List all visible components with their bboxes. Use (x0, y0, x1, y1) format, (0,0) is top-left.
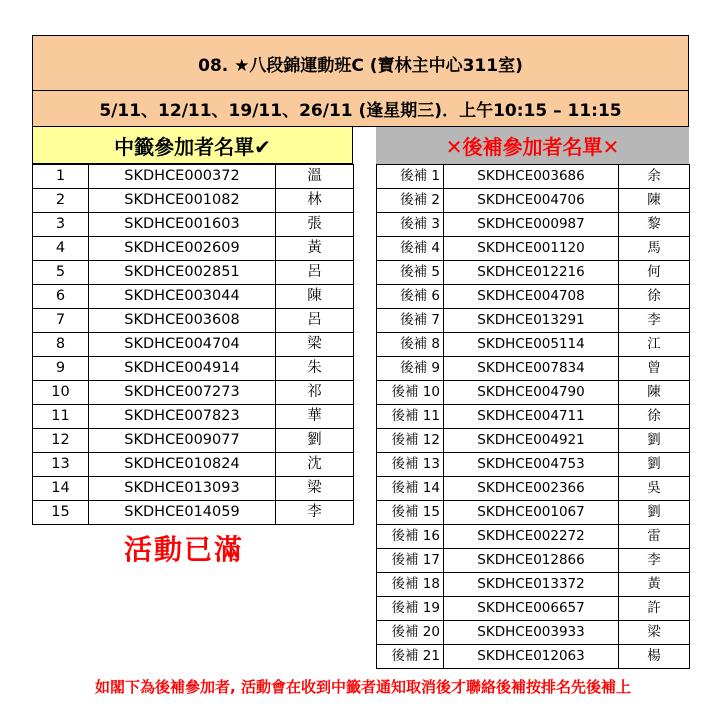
event-full-banner: 活動已滿 (124, 533, 245, 566)
table-row (377, 261, 690, 285)
member-code: SKDHCE007273 (89, 381, 276, 405)
row-number: 5 (33, 261, 89, 285)
member-surname: 雷 (619, 525, 690, 549)
row-number: 6 (33, 285, 89, 309)
member-surname: 徐 (619, 405, 690, 429)
waitlist-rank: 後補 2 (377, 189, 444, 213)
waitlist-rank: 後補 1 (377, 165, 444, 189)
winners-table (32, 164, 354, 525)
member-code: SKDHCE002851 (89, 261, 276, 285)
table-row (33, 213, 354, 237)
member-surname: 劉 (619, 453, 690, 477)
table-row (377, 381, 690, 405)
table-row (377, 477, 690, 501)
waitlist-table (376, 164, 690, 669)
member-surname: 劉 (619, 501, 690, 525)
member-surname: 呂 (276, 261, 354, 285)
member-surname: 梁 (619, 621, 690, 645)
waitlist-rank: 後補 7 (377, 309, 444, 333)
member-surname: 梁 (276, 477, 354, 501)
member-surname: 黃 (276, 237, 354, 261)
member-surname: 張 (276, 213, 354, 237)
member-code: SKDHCE003933 (444, 621, 619, 645)
member-surname: 劉 (619, 429, 690, 453)
member-surname: 余 (619, 165, 690, 189)
member-code: SKDHCE007834 (444, 357, 619, 381)
winners-heading: 中籤參加者名單✔ (32, 127, 353, 164)
member-surname: 楊 (619, 645, 690, 669)
waitlist-rank: 後補 3 (377, 213, 444, 237)
member-code: SKDHCE013291 (444, 309, 619, 333)
member-surname: 朱 (276, 357, 354, 381)
table-row (377, 333, 690, 357)
table-row (377, 285, 690, 309)
member-code: SKDHCE001082 (89, 189, 276, 213)
table-row (377, 573, 690, 597)
member-surname: 陳 (619, 189, 690, 213)
member-surname: 劉 (276, 429, 354, 453)
table-row (377, 501, 690, 525)
table-row (377, 645, 690, 669)
member-code: SKDHCE001067 (444, 501, 619, 525)
member-surname: 陳 (276, 285, 354, 309)
table-row (377, 165, 690, 189)
member-code: SKDHCE002272 (444, 525, 619, 549)
member-code: SKDHCE007823 (89, 405, 276, 429)
member-code: SKDHCE004708 (444, 285, 619, 309)
table-row (33, 357, 354, 381)
row-number: 9 (33, 357, 89, 381)
member-surname: 陳 (619, 381, 690, 405)
member-code: SKDHCE012866 (444, 549, 619, 573)
waitlist-rank: 後補 5 (377, 261, 444, 285)
table-row (33, 309, 354, 333)
table-row (33, 501, 354, 525)
member-surname: 沈 (276, 453, 354, 477)
row-number: 10 (33, 381, 89, 405)
member-code: SKDHCE003608 (89, 309, 276, 333)
waitlist-rank: 後補 20 (377, 621, 444, 645)
row-number: 3 (33, 213, 89, 237)
waitlist-rank: 後補 6 (377, 285, 444, 309)
table-row (33, 261, 354, 285)
member-code: SKDHCE000987 (444, 213, 619, 237)
table-row (377, 525, 690, 549)
class-schedule: 5/11、12/11、19/11、26/11 (逢星期三)．上午10:15 – 11:15 (32, 90, 689, 127)
member-code: SKDHCE009077 (89, 429, 276, 453)
table-row (377, 597, 690, 621)
member-code: SKDHCE005114 (444, 333, 619, 357)
table-row (33, 237, 354, 261)
member-code: SKDHCE004790 (444, 381, 619, 405)
row-number: 1 (33, 165, 89, 189)
table-row (33, 381, 354, 405)
table-row (377, 237, 690, 261)
member-code: SKDHCE001120 (444, 237, 619, 261)
table-row (33, 429, 354, 453)
member-code: SKDHCE010824 (89, 453, 276, 477)
table-row (377, 549, 690, 573)
row-number: 7 (33, 309, 89, 333)
waitlist-rank: 後補 19 (377, 597, 444, 621)
member-code: SKDHCE001603 (89, 213, 276, 237)
member-surname: 馬 (619, 237, 690, 261)
member-code: SKDHCE004704 (89, 333, 276, 357)
member-surname: 曾 (619, 357, 690, 381)
waitlist-rank: 後補 16 (377, 525, 444, 549)
table-row (33, 333, 354, 357)
member-surname: 李 (276, 501, 354, 525)
member-code: SKDHCE012216 (444, 261, 619, 285)
waitlist-heading: ✕後補參加者名單✕ (376, 127, 689, 164)
member-surname: 祁 (276, 381, 354, 405)
member-code: SKDHCE004921 (444, 429, 619, 453)
member-code: SKDHCE012063 (444, 645, 619, 669)
member-surname: 華 (276, 405, 354, 429)
table-row (33, 405, 354, 429)
member-code: SKDHCE004753 (444, 453, 619, 477)
waitlist-rank: 後補 18 (377, 573, 444, 597)
class-title: 08. ★八段錦運動班C (寶林主中心311室) (32, 35, 689, 91)
row-number: 15 (33, 501, 89, 525)
row-number: 12 (33, 429, 89, 453)
member-surname: 徐 (619, 285, 690, 309)
table-row (33, 453, 354, 477)
table-row (33, 165, 354, 189)
row-number: 14 (33, 477, 89, 501)
table-row (377, 189, 690, 213)
waitlist-rank: 後補 10 (377, 381, 444, 405)
member-surname: 呂 (276, 309, 354, 333)
table-row (377, 429, 690, 453)
member-surname: 吳 (619, 477, 690, 501)
member-code: SKDHCE004914 (89, 357, 276, 381)
member-surname: 李 (619, 309, 690, 333)
waitlist-rank: 後補 12 (377, 429, 444, 453)
table-row (33, 285, 354, 309)
member-surname: 黎 (619, 213, 690, 237)
waitlist-rank: 後補 4 (377, 237, 444, 261)
member-code: SKDHCE014059 (89, 501, 276, 525)
member-code: SKDHCE004706 (444, 189, 619, 213)
member-code: SKDHCE003686 (444, 165, 619, 189)
member-surname: 林 (276, 189, 354, 213)
member-code: SKDHCE002366 (444, 477, 619, 501)
waitlist-rank: 後補 21 (377, 645, 444, 669)
waitlist-rank: 後補 9 (377, 357, 444, 381)
member-code: SKDHCE006657 (444, 597, 619, 621)
row-number: 13 (33, 453, 89, 477)
member-surname: 許 (619, 597, 690, 621)
member-surname: 李 (619, 549, 690, 573)
member-code: SKDHCE013372 (444, 573, 619, 597)
member-surname: 黃 (619, 573, 690, 597)
table-row (377, 621, 690, 645)
waitlist-rank: 後補 14 (377, 477, 444, 501)
waitlist-rank: 後補 17 (377, 549, 444, 573)
table-row (33, 189, 354, 213)
waitlist-rank: 後補 13 (377, 453, 444, 477)
table-row (377, 213, 690, 237)
row-number: 4 (33, 237, 89, 261)
waitlist-rank: 後補 15 (377, 501, 444, 525)
row-number: 8 (33, 333, 89, 357)
member-surname: 何 (619, 261, 690, 285)
member-surname: 江 (619, 333, 690, 357)
member-code: SKDHCE002609 (89, 237, 276, 261)
table-row (377, 357, 690, 381)
waitlist-footer-note: 如閣下為後補參加者, 活動會在收到中籤者通知取消後才聯絡後補按排名先後補上 (95, 678, 631, 696)
member-code: SKDHCE013093 (89, 477, 276, 501)
member-code: SKDHCE003044 (89, 285, 276, 309)
table-row (33, 477, 354, 501)
member-code: SKDHCE000372 (89, 165, 276, 189)
table-row (377, 405, 690, 429)
row-number: 11 (33, 405, 89, 429)
member-surname: 梁 (276, 333, 354, 357)
table-row (377, 453, 690, 477)
waitlist-rank: 後補 8 (377, 333, 444, 357)
member-surname: 溫 (276, 165, 354, 189)
table-row (377, 309, 690, 333)
waitlist-rank: 後補 11 (377, 405, 444, 429)
row-number: 2 (33, 189, 89, 213)
member-code: SKDHCE004711 (444, 405, 619, 429)
